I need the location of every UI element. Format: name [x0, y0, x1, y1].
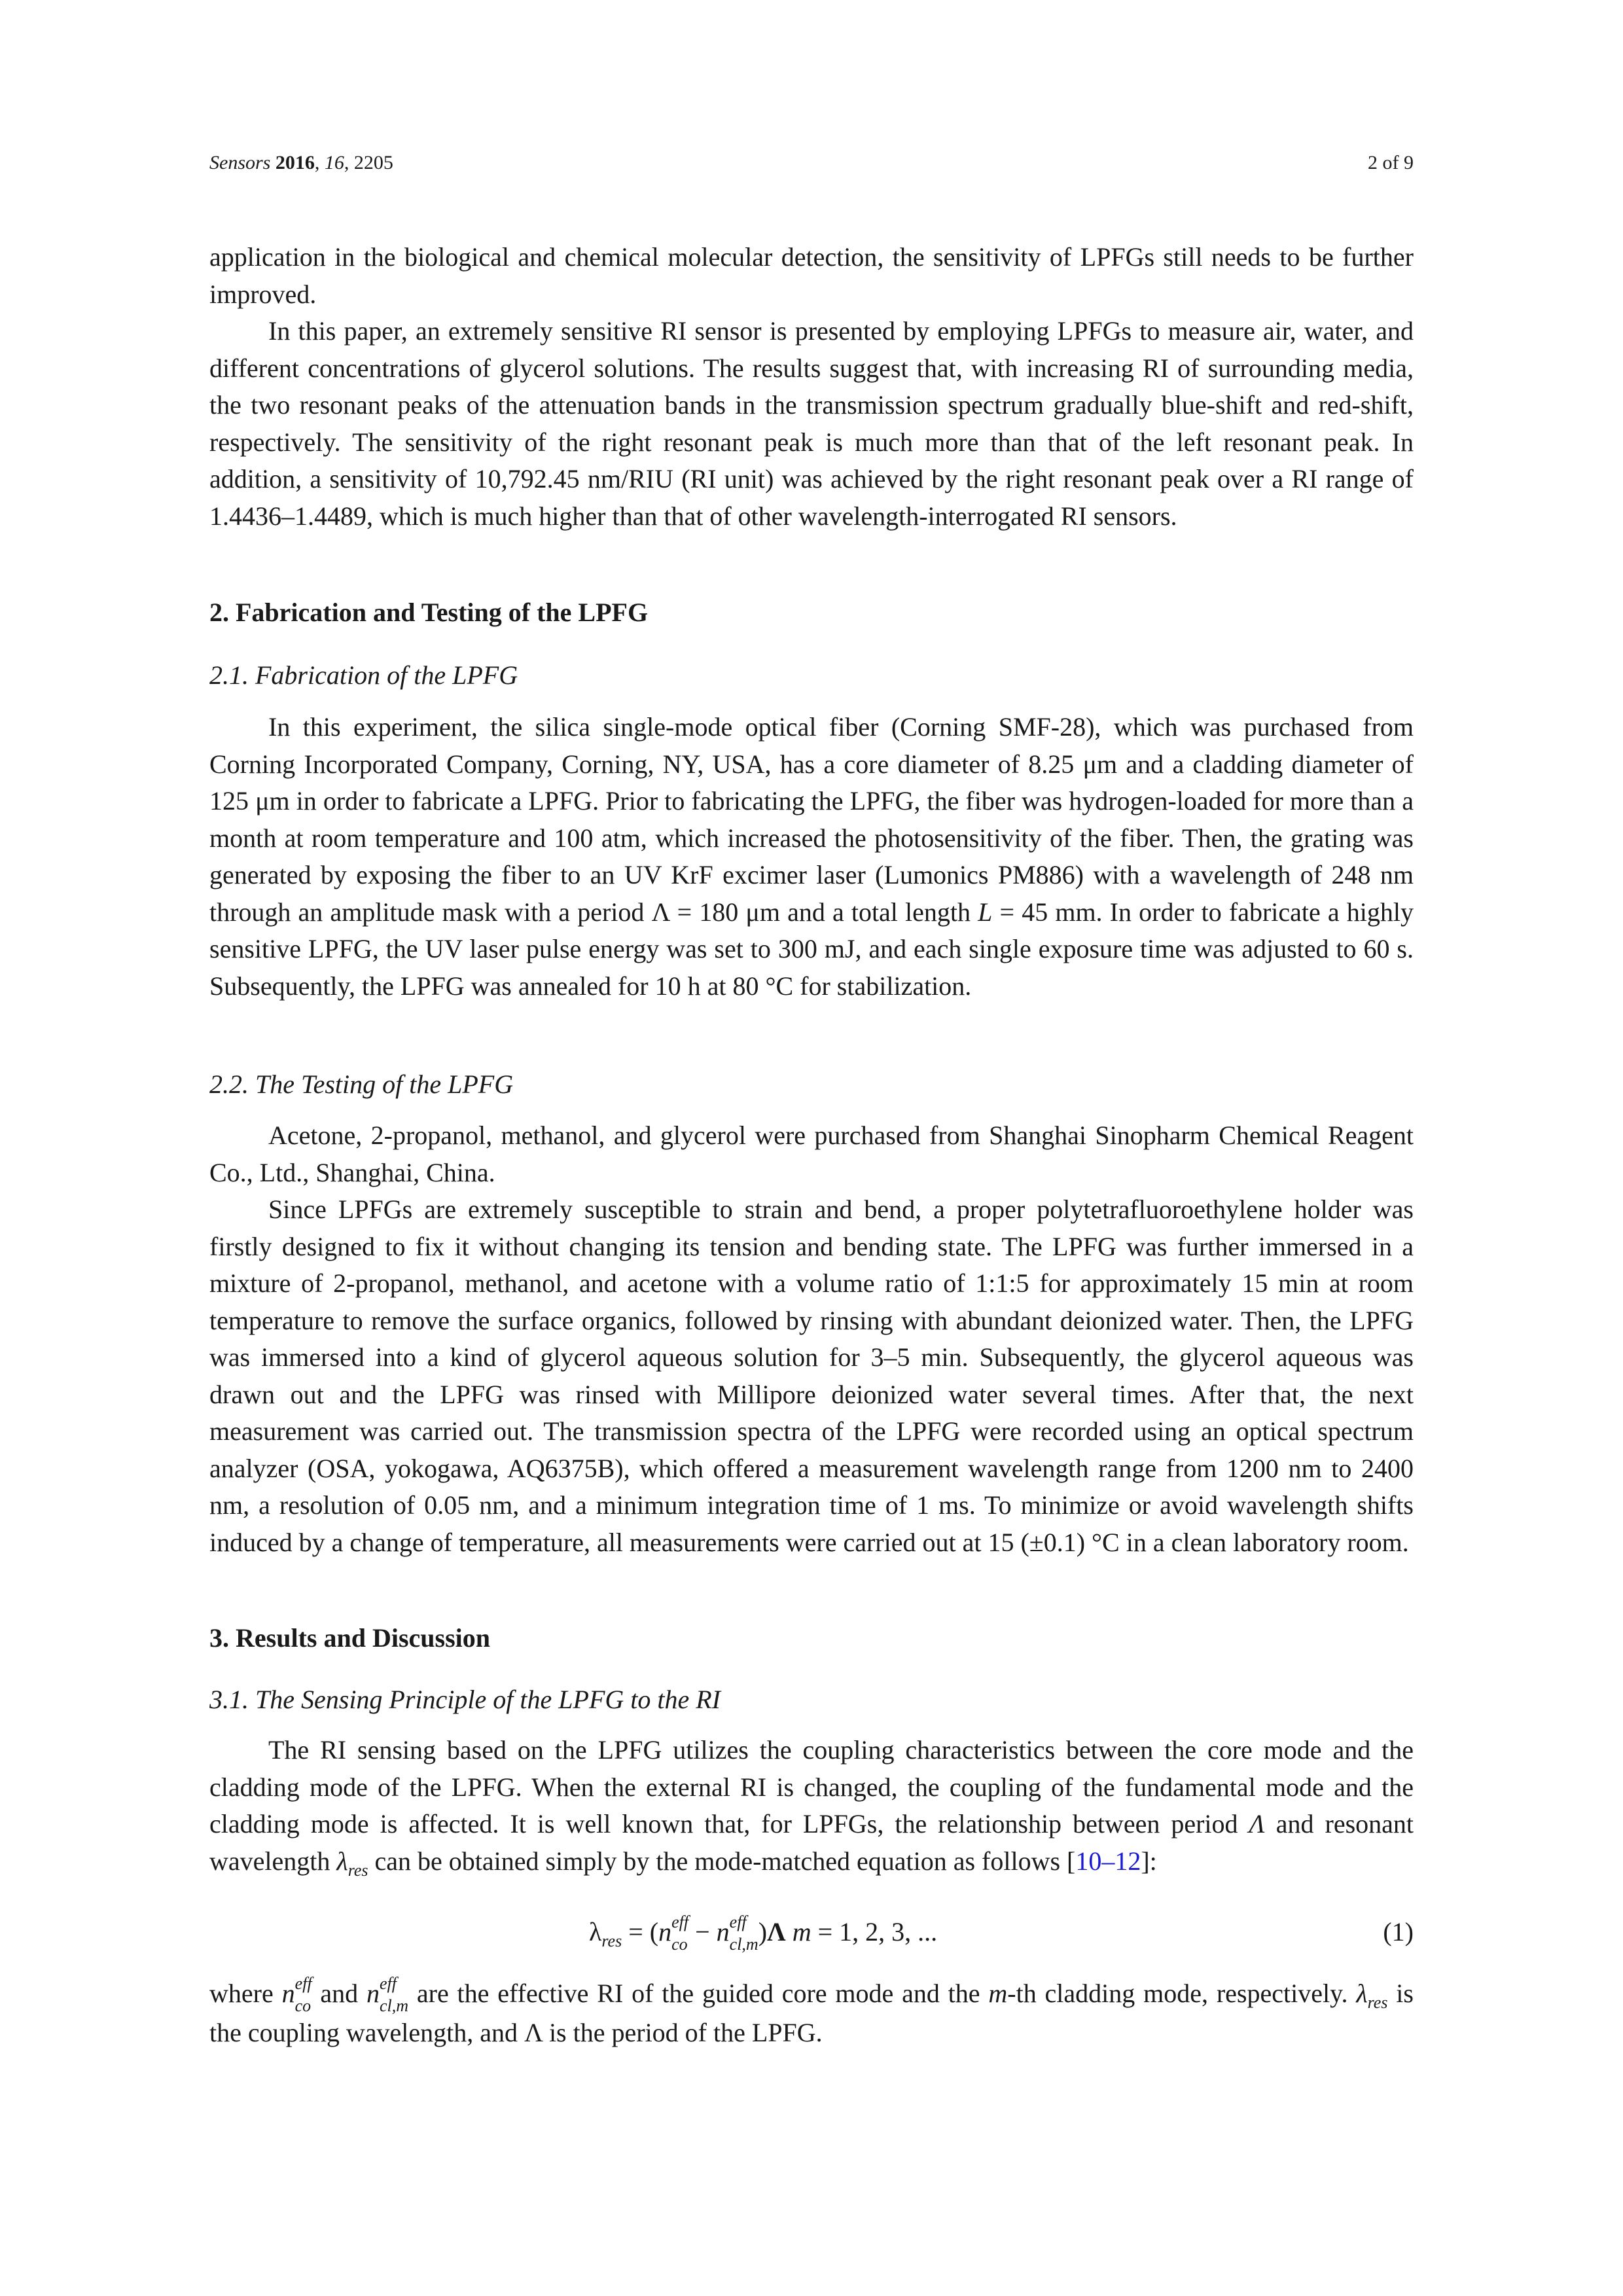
equation-1 [209, 1912, 1414, 1956]
equation-body: $\lambda_{res} = (n$ eff co − n eff cl,m )Λ m = 1, 2, 3, ... [589, 1912, 938, 1954]
subsection-heading-2-2: 2.2. The Testing of the LPFG [209, 1069, 514, 1099]
section-heading-3: 3. Results and Discussion [209, 1623, 491, 1653]
subsection-heading-2-1: 2.1. Fabrication of the LPFG [209, 660, 518, 690]
subsection-heading-3-1: 3.1. The Sensing Principle of the LPFG to the RI [209, 1685, 721, 1714]
paragraph-this-paper: In this paper, an extremely sensitive RI sensor is presented by employing LPFGs to measure air, water, and different concentrations of glycerol solutions. The results suggest that, with increasing RI of surrounding media, the two resonant peaks of the attenuation bands in the transmission spectrum gradually blue-shift and red-shift, respectively. The sensitivity of the right resonant peak is much more than that of the left resonant peak. In addition, a sensitivity of 10,792.45 nm/RIU (RI unit) was achieved by the right resonant peak over a RI range of 1.4436–1.4489, which is much higher than that of other wavelength-interrogated RI sensors. [209, 316, 1414, 531]
page-number: 2 of 9 [1368, 152, 1414, 173]
paragraph-reagents: Acetone, 2-propanol, methanol, and glycerol were purchased from Shanghai Sinopharm Chemical Reagent Co., Ltd., Shanghai, China. [209, 1121, 1414, 1187]
paragraph-fabrication: In this experiment, the silica single-mode optical fiber (Corning SMF-28), which was purchased from Corning Incorporated Company, Corning, NY, USA, has a core diameter of 8.25 μm and a cladding diameter of 125 μm in order to fabricate a LPFG. Prior to fabricating the LPFG, the fiber was hydrogen-loaded for more than a month at room temperature and 100 atm, which increased the photosensitivity of the fiber. Then, the grating was generated by exposing the fiber to an UV KrF excimer laser (Lumonics PM886) with a wavelength of 248 nm through an amplitude mask with a period Λ = 180 μm and a total length L = 45 mm. In order to fabricate a highly sensitive LPFG, the UV laser pulse energy was set to 300 mJ, and each single exposure time was adjusted to 60 s. Subsequently, the LPFG was annealed for 10 h at 80 °C for stabilization. [209, 712, 1414, 1001]
paragraph-where: where n eff co and n eff cl,m are the effective RI of the guided core mode and the m-th cladding mode, respectively. $\lambda_{res}$ is the coupling wavelength, and Λ is the period of the LPFG. [209, 1973, 1414, 2047]
paragraph-procedure: Since LPFGs are extremely susceptible to strain and bend, a proper polytetrafluoroethylene holder was firstly designed to fix it without changing its tension and bending state. The LPFG was further immersed in a mixture of 2-propanol, methanol, and acetone with a volume ratio of 1:1:5 for approximately 15 min at room temperature to remove the surface organics, followed by rinsing with abundant deionized water. Then, the LPFG was immersed into a kind of glycerol aqueous solution for 3–5 min. Subsequently, the glycerol aqueous was drawn out and the LPFG was rinsed with Millipore deionized water several times. After that, the next measurement was carried out. The transmission spectra of the LPFG were recorded using an optical spectrum analyzer (OSA, yokogawa, AQ6375B), which offered a measurement wavelength range from 1200 nm to 2400 nm, a resolution of 0.05 nm, and a minimum integration time of 1 ms. To minimize or avoid wavelength shifts induced by a change of temperature, all measurements were carried out at 15 (±0.1) °C in a clean laboratory room. [209, 1194, 1414, 1557]
page-header [209, 152, 1414, 174]
paragraph-intro-end: application in the biological and chemical molecular detection, the sensitivity of LPFGs still needs to be further improved. In this paper, an extremely sensitive RI sensor is presented by employing LPFGs to measure air, water, and different concentrations of glycerol solutions. The results suggest that, with increasing RI of surrounding media, the two resonant peaks of the attenuation bands in the transmission spectrum gradually blue-shift and red-shift, respectively. The sensitivity of the right resonant peak is much more than that of the left resonant peak. In addition, a sensitivity of 10,792.45 nm/RIU (RI unit) was achieved by the right resonant peak over a RI range of 1.4436–1.4489, which is much higher than that of other wavelength-interrogated RI sensors. [209, 239, 1414, 535]
journal-citation: Sensors 2016, 16, 2205 [209, 152, 393, 173]
paragraph-testing [209, 1117, 1414, 1561]
equation-number: (1) [1383, 1917, 1414, 1946]
section-heading-2: 2. Fabrication and Testing of the LPFG [209, 598, 649, 627]
paragraph-sensing-principle: The RI sensing based on the LPFG utilizes the coupling characteristics between the core mode and the cladding mode of the LPFG. When the external RI is changed, the coupling of the fundamental mode and the cladding mode is affected. It is well known that, for LPFGs, the relationship between period Λ and resonant wavelength $\lambda_{res}$ can be obtained simply by the mode-matched equation as follows [10–12]: [209, 1735, 1414, 1880]
citation-link[interactable]: 10–12 [1075, 1846, 1141, 1876]
